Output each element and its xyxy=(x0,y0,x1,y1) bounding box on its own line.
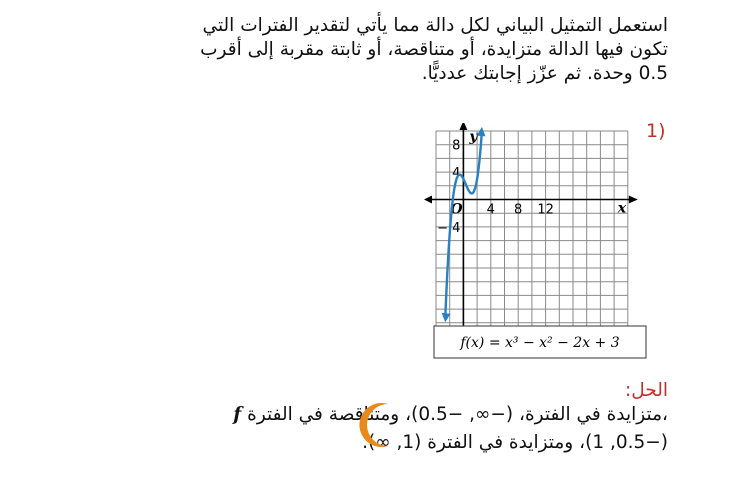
y-tick-label: 4 xyxy=(452,166,461,182)
y-axis-label: y xyxy=(469,129,478,145)
x-axis-label: x xyxy=(617,200,627,217)
x-axis-arrow-icon xyxy=(629,196,638,204)
solution-line-1-text: متزايدة في الفترة، (−∞, −0.5)، ومتناقصة في الفترة، xyxy=(241,404,668,425)
x-axis-left-arrow-icon xyxy=(424,196,432,204)
solution-line-2: (−0.5, 1)، ومتزايدة في الفترة (1, ∞). xyxy=(362,432,668,453)
solution-label: الحل: xyxy=(625,380,668,401)
function-symbol: f xyxy=(233,404,242,425)
problem-statement xyxy=(68,14,668,86)
x-tick-label: 4 xyxy=(486,202,495,218)
x-tick-label: 8 xyxy=(514,202,523,218)
prompt-line-1: استعمل التمثيل البياني لكل دالة مما يأتي لتقدير الفترات التي xyxy=(202,15,668,36)
question-number: 1) xyxy=(646,120,666,142)
function-graph xyxy=(424,123,648,363)
y-tick-label: 8 xyxy=(452,138,461,154)
y-tick-label: − 4 xyxy=(437,220,461,236)
crescent-logo-icon xyxy=(358,400,404,450)
curve-arrow-icon xyxy=(477,127,486,136)
x-tick-label: 12 xyxy=(537,202,554,218)
function-label: f(x) = x³ − x² − 2x + 3 xyxy=(460,335,620,351)
y-axis-arrow-icon xyxy=(459,123,467,130)
prompt-line-3: 0.5 وحدة. ثم عزّز إجابتك عدديًّا. xyxy=(421,63,668,84)
prompt-line-2: تكون فيها الدالة متزايدة، أو متناقصة، أو ثابتة مقربة إلى أقرب xyxy=(200,39,668,60)
grid-lines xyxy=(436,131,628,350)
origin-label: O xyxy=(450,201,463,218)
